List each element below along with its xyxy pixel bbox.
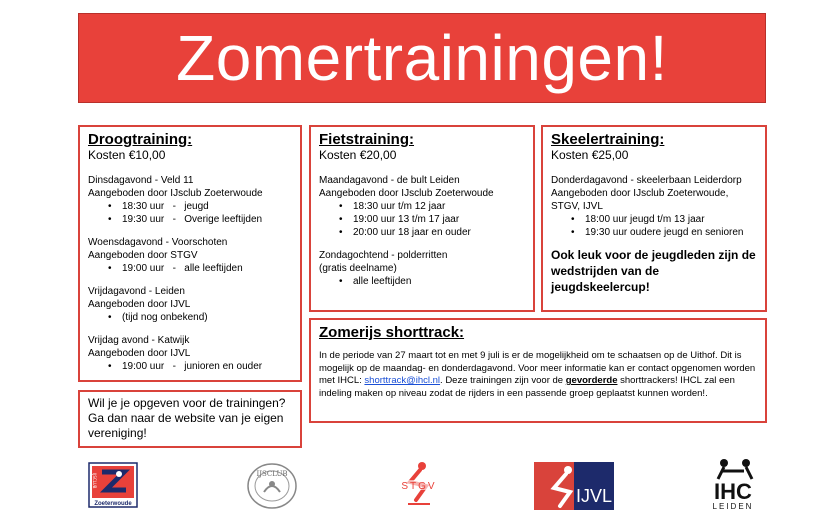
schedule-item: • 19:00 uur - alle leeftijden xyxy=(108,262,292,275)
fietstraining-box xyxy=(309,125,535,312)
fietstraining-cost: Kosten €20,00 xyxy=(319,148,397,162)
schedule-line: Dinsdagavond - Veld 11 xyxy=(88,175,194,186)
schedule-group xyxy=(319,174,525,239)
schedule-list xyxy=(551,213,757,239)
schedule-item: • 18:30 uur - jeugd xyxy=(108,200,292,213)
schedule-item: • 18:30 uur t/m 12 jaar xyxy=(339,200,525,213)
ihc-logo-subtext: LEIDEN xyxy=(712,502,754,511)
shorttrack-email-link[interactable]: shorttrack@ihcl.nl xyxy=(364,375,441,386)
round-logo-text: IJSCLUB xyxy=(256,470,288,478)
skeelertraining-schedule xyxy=(551,174,757,239)
schedule-item: • 19:30 uur - Overige leeftijden xyxy=(108,213,292,226)
schedule-list xyxy=(88,311,292,324)
schedule-line: Aangeboden door STGV xyxy=(88,250,198,261)
ijvl-logo-text: IJVL xyxy=(575,486,613,506)
schedule-line: Aangeboden door IJVL xyxy=(88,299,191,310)
schedule-line: Vrijdag avond - Katwijk xyxy=(88,335,190,346)
schedule-list xyxy=(319,200,525,239)
schedule-list xyxy=(88,262,292,275)
ijsclub-round-logo xyxy=(246,462,298,510)
schedule-line: Vrijdagavond - Leiden xyxy=(88,286,185,297)
shorttrack-text-2: . Deze trainingen zijn voor de xyxy=(440,375,566,386)
zoeterwoude-logo-top-text: IJSCLUB xyxy=(92,473,97,489)
skeelertraining-heading: Skeelertraining: xyxy=(551,131,665,148)
schedule-item: • alle leeftijden xyxy=(339,275,525,288)
ijsclub-zoeterwoude-logo xyxy=(88,462,138,508)
signup-box xyxy=(78,390,302,448)
title-banner xyxy=(78,13,766,103)
schedule-group xyxy=(88,174,292,226)
schedule-line: Woensdagavond - Voorschoten xyxy=(88,237,228,248)
fietstraining-schedule xyxy=(319,174,525,288)
schedule-line: Zondagochtend - polderritten xyxy=(319,250,448,261)
shorttrack-emphasis: gevorderde xyxy=(565,375,618,386)
schedule-item: • 19:00 uur 13 t/m 17 jaar xyxy=(339,213,525,226)
schedule-item: • 20:00 uur 18 jaar en ouder xyxy=(339,226,525,239)
ihc-leiden-logo xyxy=(702,457,764,511)
page-title: Zomertrainingen! xyxy=(176,22,668,94)
schedule-line: Aangeboden door IJVL xyxy=(88,348,191,359)
shorttrack-heading: Zomerijs shorttrack: xyxy=(319,324,465,341)
skeelertraining-box xyxy=(541,125,767,312)
schedule-list xyxy=(319,275,525,288)
schedule-item: • 19:30 uur oudere jeugd en senioren xyxy=(571,226,757,239)
schedule-group xyxy=(551,174,757,239)
jeugdskeelercup-note: Ook leuk voor de jeugdleden zijn de wedstrijden van de jeugdskeelercup! xyxy=(551,248,756,294)
zoeterwoude-logo-text: Zoeterwoude xyxy=(94,501,132,507)
schedule-group xyxy=(88,334,292,373)
schedule-line: Aangeboden door IJsclub Zoeterwoude xyxy=(319,188,494,199)
schedule-group xyxy=(88,236,292,275)
schedule-group xyxy=(319,249,525,288)
schedule-line: STGV, IJVL xyxy=(551,201,603,212)
schedule-list xyxy=(88,360,292,373)
droogtraining-box xyxy=(78,125,302,382)
droogtraining-cost: Kosten €10,00 xyxy=(88,148,166,162)
schedule-list xyxy=(88,200,292,226)
stgv-logo xyxy=(396,460,442,510)
shorttrack-description xyxy=(319,350,757,400)
fietstraining-heading: Fietstraining: xyxy=(319,131,415,148)
droogtraining-schedule xyxy=(88,174,292,373)
shorttrack-text-3: shorttrackers! IHCL zal een indeling maken op niveau zodat de rijders in een passende groep geplaatst kunnen worden!. xyxy=(319,375,735,399)
schedule-line: Aangeboden door IJsclub Zoeterwoude xyxy=(88,188,263,199)
schedule-item: • 19:00 uur - junioren en ouder xyxy=(108,360,292,373)
stgv-logo-text: STGV xyxy=(401,481,437,492)
schedule-line: Donderdagavond - skeelerbaan Leiderdorp xyxy=(551,175,742,186)
schedule-group xyxy=(88,285,292,324)
schedule-item: • (tijd nog onbekend) xyxy=(108,311,292,324)
ihc-logo-text: IHC xyxy=(714,479,752,504)
skeelertraining-cost: Kosten €25,00 xyxy=(551,148,629,162)
schedule-item: • 18:00 uur jeugd t/m 13 jaar xyxy=(571,213,757,226)
schedule-line: Maandagavond - de bult Leiden xyxy=(319,175,460,186)
shorttrack-box xyxy=(309,318,767,423)
ijvl-logo xyxy=(534,462,614,510)
schedule-line: (gratis deelname) xyxy=(319,263,397,274)
droogtraining-heading: Droogtraining: xyxy=(88,131,193,148)
schedule-line: Aangeboden door IJsclub Zoeterwoude, xyxy=(551,188,729,199)
shorttrack-text-1: In de periode van 27 maart tot en met 9 juli is er de mogelijkheid om te schaatsen op de Uithof. Dit is mogelijk op de maandag- en donderdagavond. Voor meer informatie kan er contact opgenomen worden met IHCL: xyxy=(319,350,756,386)
signup-text: Wil je je opgeven voor de trainingen? Ga dan naar de website van je eigen vereniging! xyxy=(88,396,286,440)
